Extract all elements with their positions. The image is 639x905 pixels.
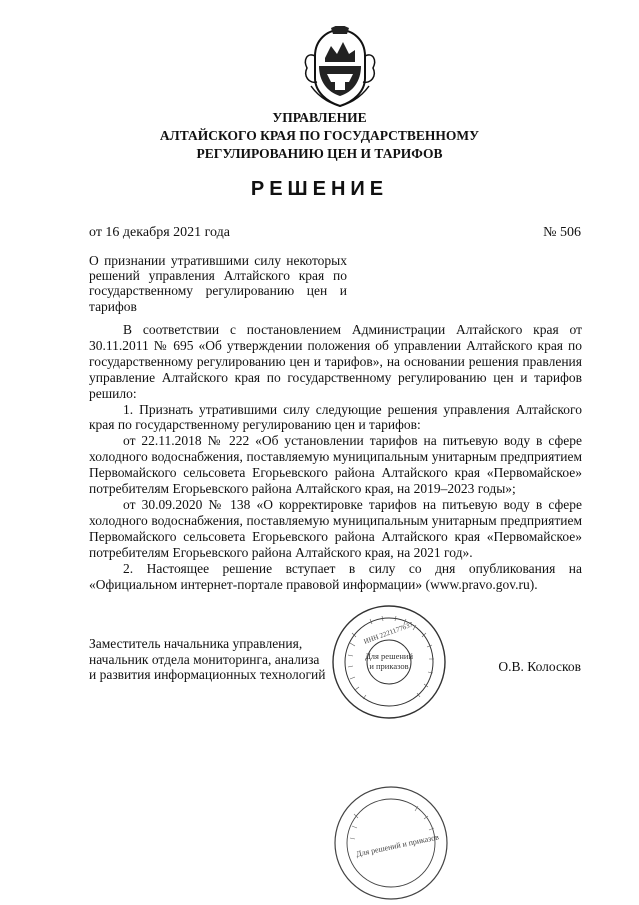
stamp-inn-text: ИНН 2221177637	[362, 620, 414, 646]
body-paragraph: от 22.11.2018 № 222 «Об установлении тарифов на питьевую воду в сфере холодного водоснабжения, поставляемую муниципальным унитарным предприятием Первомайского сельсовета Егорьевского района Алтайского края «Первомайское» потребителям Егорьевского района Алтайского края, на 2019–2023 годы»;	[89, 433, 582, 497]
stamp-inner-text: и приказов	[369, 661, 409, 671]
organization-name-line-1: УПРАВЛЕНИЕ	[272, 110, 367, 125]
signatory-position-line: начальник отдела мониторинга, анализа	[89, 651, 320, 667]
document-date: от 16 декабря 2021 года	[89, 225, 230, 240]
signatory-position	[89, 636, 326, 683]
organization-name-line-2: АЛТАЙСКОГО КРАЯ ПО ГОСУДАРСТВЕННОМУ	[159, 128, 480, 143]
document-body	[89, 322, 582, 592]
stamp-inner-text: Для решений и приказов	[355, 832, 440, 859]
coat-of-arms-emblem	[297, 26, 383, 108]
document-subject: О признании утратившими силу некоторых решений управления Алтайского края по государственному регулированию цен и тарифов	[89, 253, 347, 314]
body-paragraph: В соответствии с постановлением Администрации Алтайского края от 30.11.2011 № 695 «Об утверждении положения об управлении Алтайского края по государственному регулированию цен и тарифов», на основании решения правления управление Алтайского края по государственному регулированию цен и тарифов решило:	[89, 322, 582, 401]
document-number: № 506	[543, 225, 581, 240]
stamp-inner-text: Для решений	[364, 651, 414, 661]
body-paragraph: от 30.09.2020 № 138 «О корректировке тарифов на питьевую воду в сфере холодного водоснабжения, поставляемую муниципальным унитарным предприятием Первомайского сельсовета Егорьевского района Алтайского края «Первомайское» потребителям Егорьевского района Алтайского края, на 2021 год».	[89, 496, 582, 560]
body-paragraph: 1. Признать утратившими силу следующие решения управления Алтайского края по государственному регулированию цен и тарифов:	[89, 401, 582, 433]
body-paragraph: 2. Настоящее решение вступает в силу со дня опубликования на «Официальном интернет-портале правовой информации» (www.pravo.gov.ru).	[89, 560, 582, 592]
signatory-position-line: и развития информационных технологий	[89, 667, 326, 683]
organization-name-line-3: РЕГУЛИРОВАНИЮ ЦЕН И ТАРИФОВ	[196, 146, 443, 161]
document-type-title: РЕШЕНИЕ	[250, 178, 389, 200]
official-stamp	[330, 603, 448, 721]
signatory-position-line: Заместитель начальника управления,	[89, 636, 303, 651]
official-stamp-partial	[332, 784, 450, 902]
signatory-name: О.В. Колосков	[498, 659, 581, 674]
